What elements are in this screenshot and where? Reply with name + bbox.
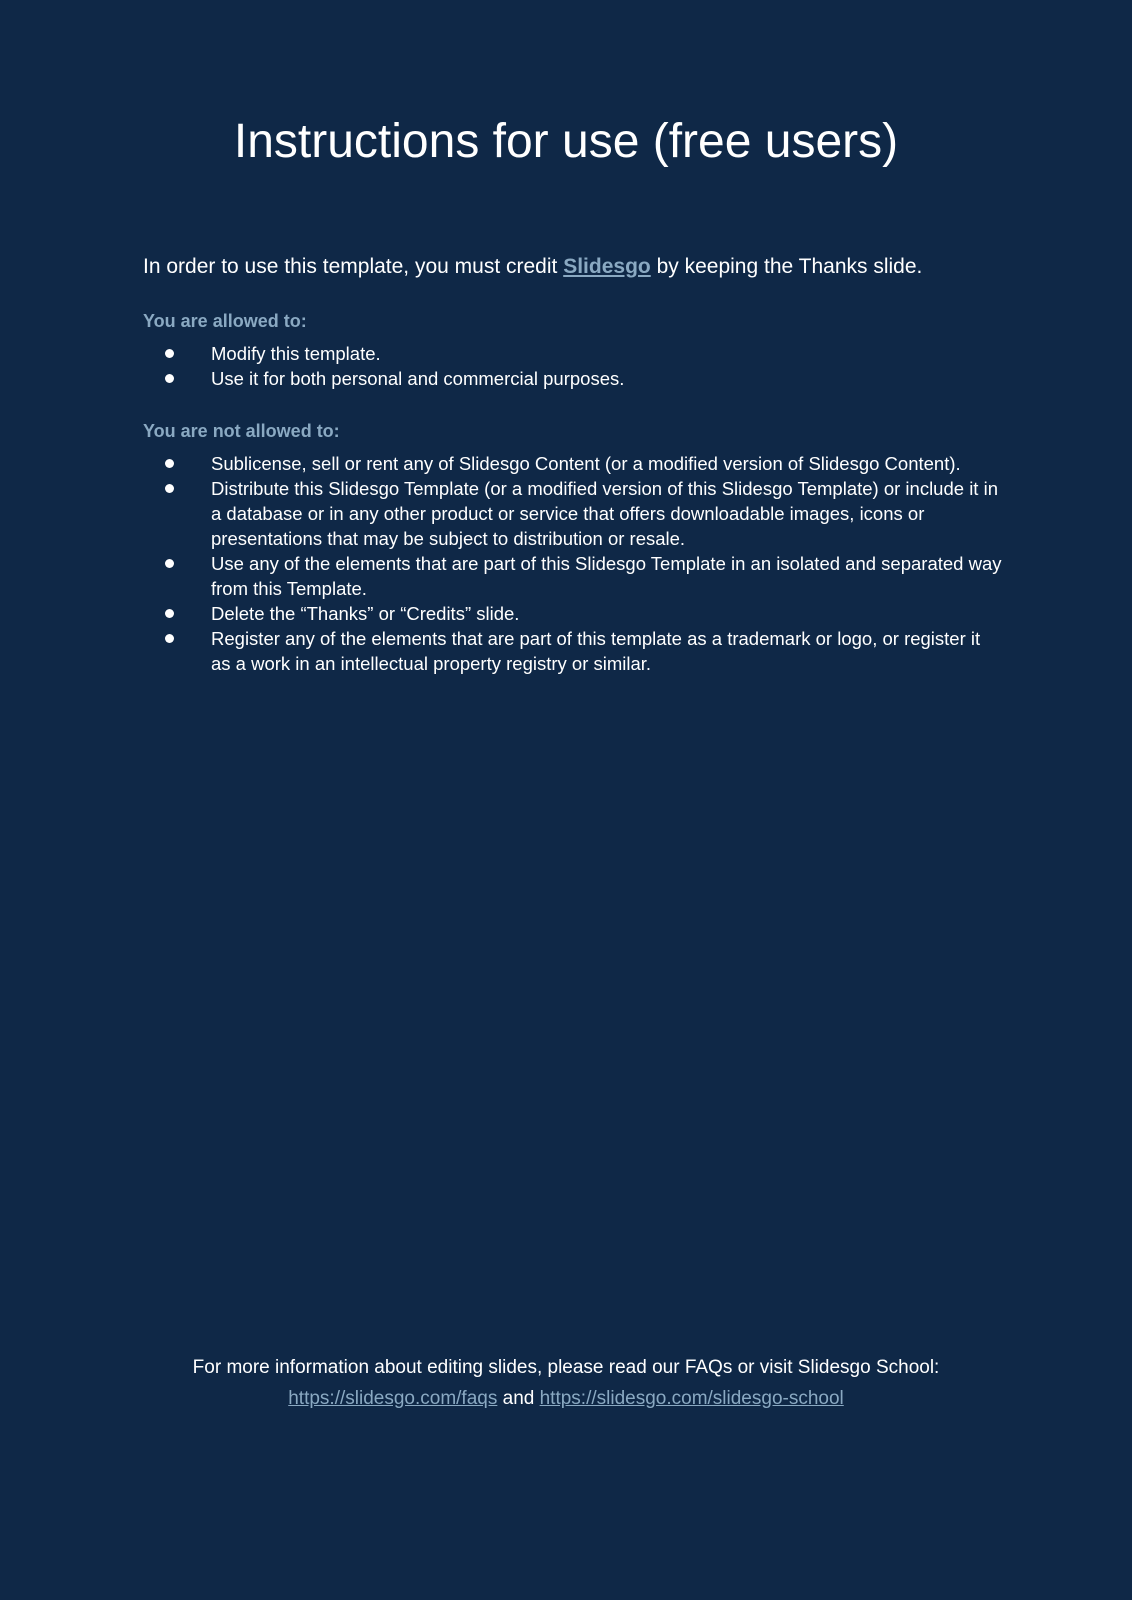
intro-text-after: by keeping the Thanks slide. — [650, 255, 923, 278]
not-allowed-heading: You are not allowed to: — [143, 421, 340, 441]
list-item — [143, 626, 1003, 676]
footer — [0, 1352, 1132, 1414]
slidesgo-school-link[interactable]: https://slidesgo.com/slidesgo-school — [539, 1388, 844, 1409]
slidesgo-link[interactable]: Slidesgo — [563, 255, 651, 278]
list-item-text: Modify this template. — [211, 343, 381, 364]
list-item — [143, 476, 1003, 551]
not-allowed-list — [143, 451, 1003, 676]
faq-link[interactable]: https://slidesgo.com/faqs — [288, 1388, 498, 1409]
allowed-heading: You are allowed to: — [143, 311, 307, 331]
list-item — [143, 451, 1003, 476]
bullet-icon — [165, 559, 174, 568]
intro-text-before: In order to use this template, you must credit — [143, 255, 564, 278]
footer-links — [0, 1383, 1132, 1414]
instructions-content — [143, 253, 1003, 676]
list-item — [143, 601, 1003, 626]
bullet-icon — [165, 349, 174, 358]
bullet-icon — [165, 374, 174, 383]
bullet-icon — [165, 634, 174, 643]
list-item — [143, 366, 1003, 391]
list-item-text: Sublicense, sell or rent any of Slidesgo Content (or a modified version of Slidesgo Content). — [211, 453, 961, 474]
intro-paragraph — [143, 253, 1003, 281]
list-item — [143, 341, 1003, 366]
list-item-text: Use it for both personal and commercial purposes. — [211, 368, 625, 389]
list-item-text: Delete the “Thanks” or “Credits” slide. — [211, 603, 520, 624]
bullet-icon — [165, 609, 174, 618]
list-item-text: Register any of the elements that are part of this template as a trademark or logo, or register it as a work in an intellectual property registry or similar. — [211, 628, 981, 674]
page-title: Instructions for use (free users) — [233, 115, 899, 168]
bullet-icon — [165, 459, 174, 468]
allowed-list — [143, 341, 1003, 391]
list-item — [143, 551, 1003, 601]
footer-info-text: For more information about editing slides, please read our FAQs or visit Slidesgo School: — [192, 1357, 940, 1378]
footer-conjunction: and — [497, 1388, 540, 1409]
bullet-icon — [165, 484, 174, 493]
list-item-text: Distribute this Slidesgo Template (or a modified version of this Slidesgo Template) or include it in a database or in any other product or service that offers downloadable images, icons or presentations that may be subject to distribution or resale. — [211, 478, 998, 549]
list-item-text: Use any of the elements that are part of this Slidesgo Template in an isolated and separated way from this Template. — [211, 553, 1002, 599]
